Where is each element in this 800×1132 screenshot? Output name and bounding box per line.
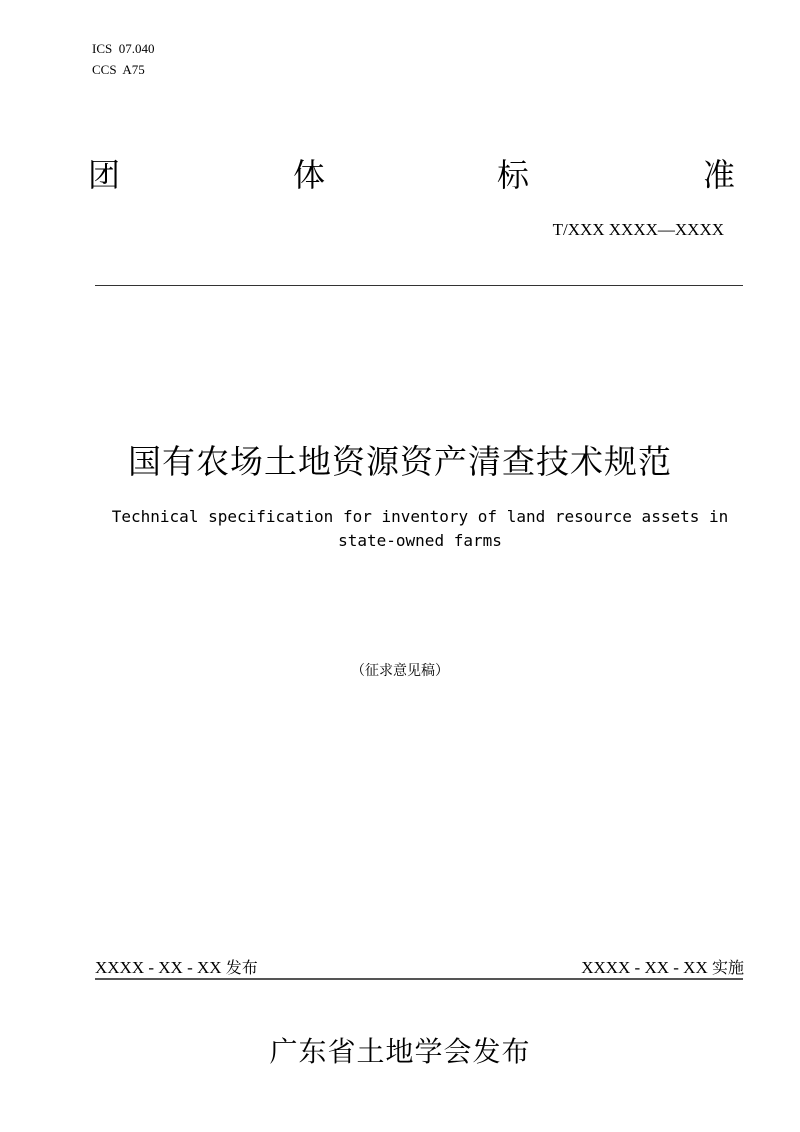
document-title-en: Technical specification for inventory of land resource assets in state-owned farms <box>111 507 729 550</box>
header-char-1: 团 <box>88 156 121 194</box>
header-divider <box>95 285 743 286</box>
classification-codes <box>92 38 154 80</box>
ccs-code: CCS A75 <box>92 62 145 77</box>
draft-label: （征求意见稿） <box>351 663 449 679</box>
implement-label: 实施 <box>711 958 744 977</box>
release-date <box>95 955 258 978</box>
header-char-3: 标 <box>497 156 530 194</box>
implement-date-value: XXXX - XX - XX <box>581 958 708 977</box>
release-label: 发布 <box>225 958 258 977</box>
release-date-value: XXXX - XX - XX <box>95 958 222 977</box>
footer-divider <box>95 978 743 980</box>
document-title-cn: 国有农场土地资源资产清查技术规范 <box>128 442 672 481</box>
standard-number: T/XXX XXXX—XXXX <box>552 220 724 239</box>
header-char-2: 体 <box>293 156 326 194</box>
ics-code: ICS 07.040 <box>92 41 155 56</box>
implement-date <box>581 955 744 978</box>
header-char-4: 准 <box>703 156 736 194</box>
publisher: 广东省土地学会发布 <box>269 1035 531 1068</box>
